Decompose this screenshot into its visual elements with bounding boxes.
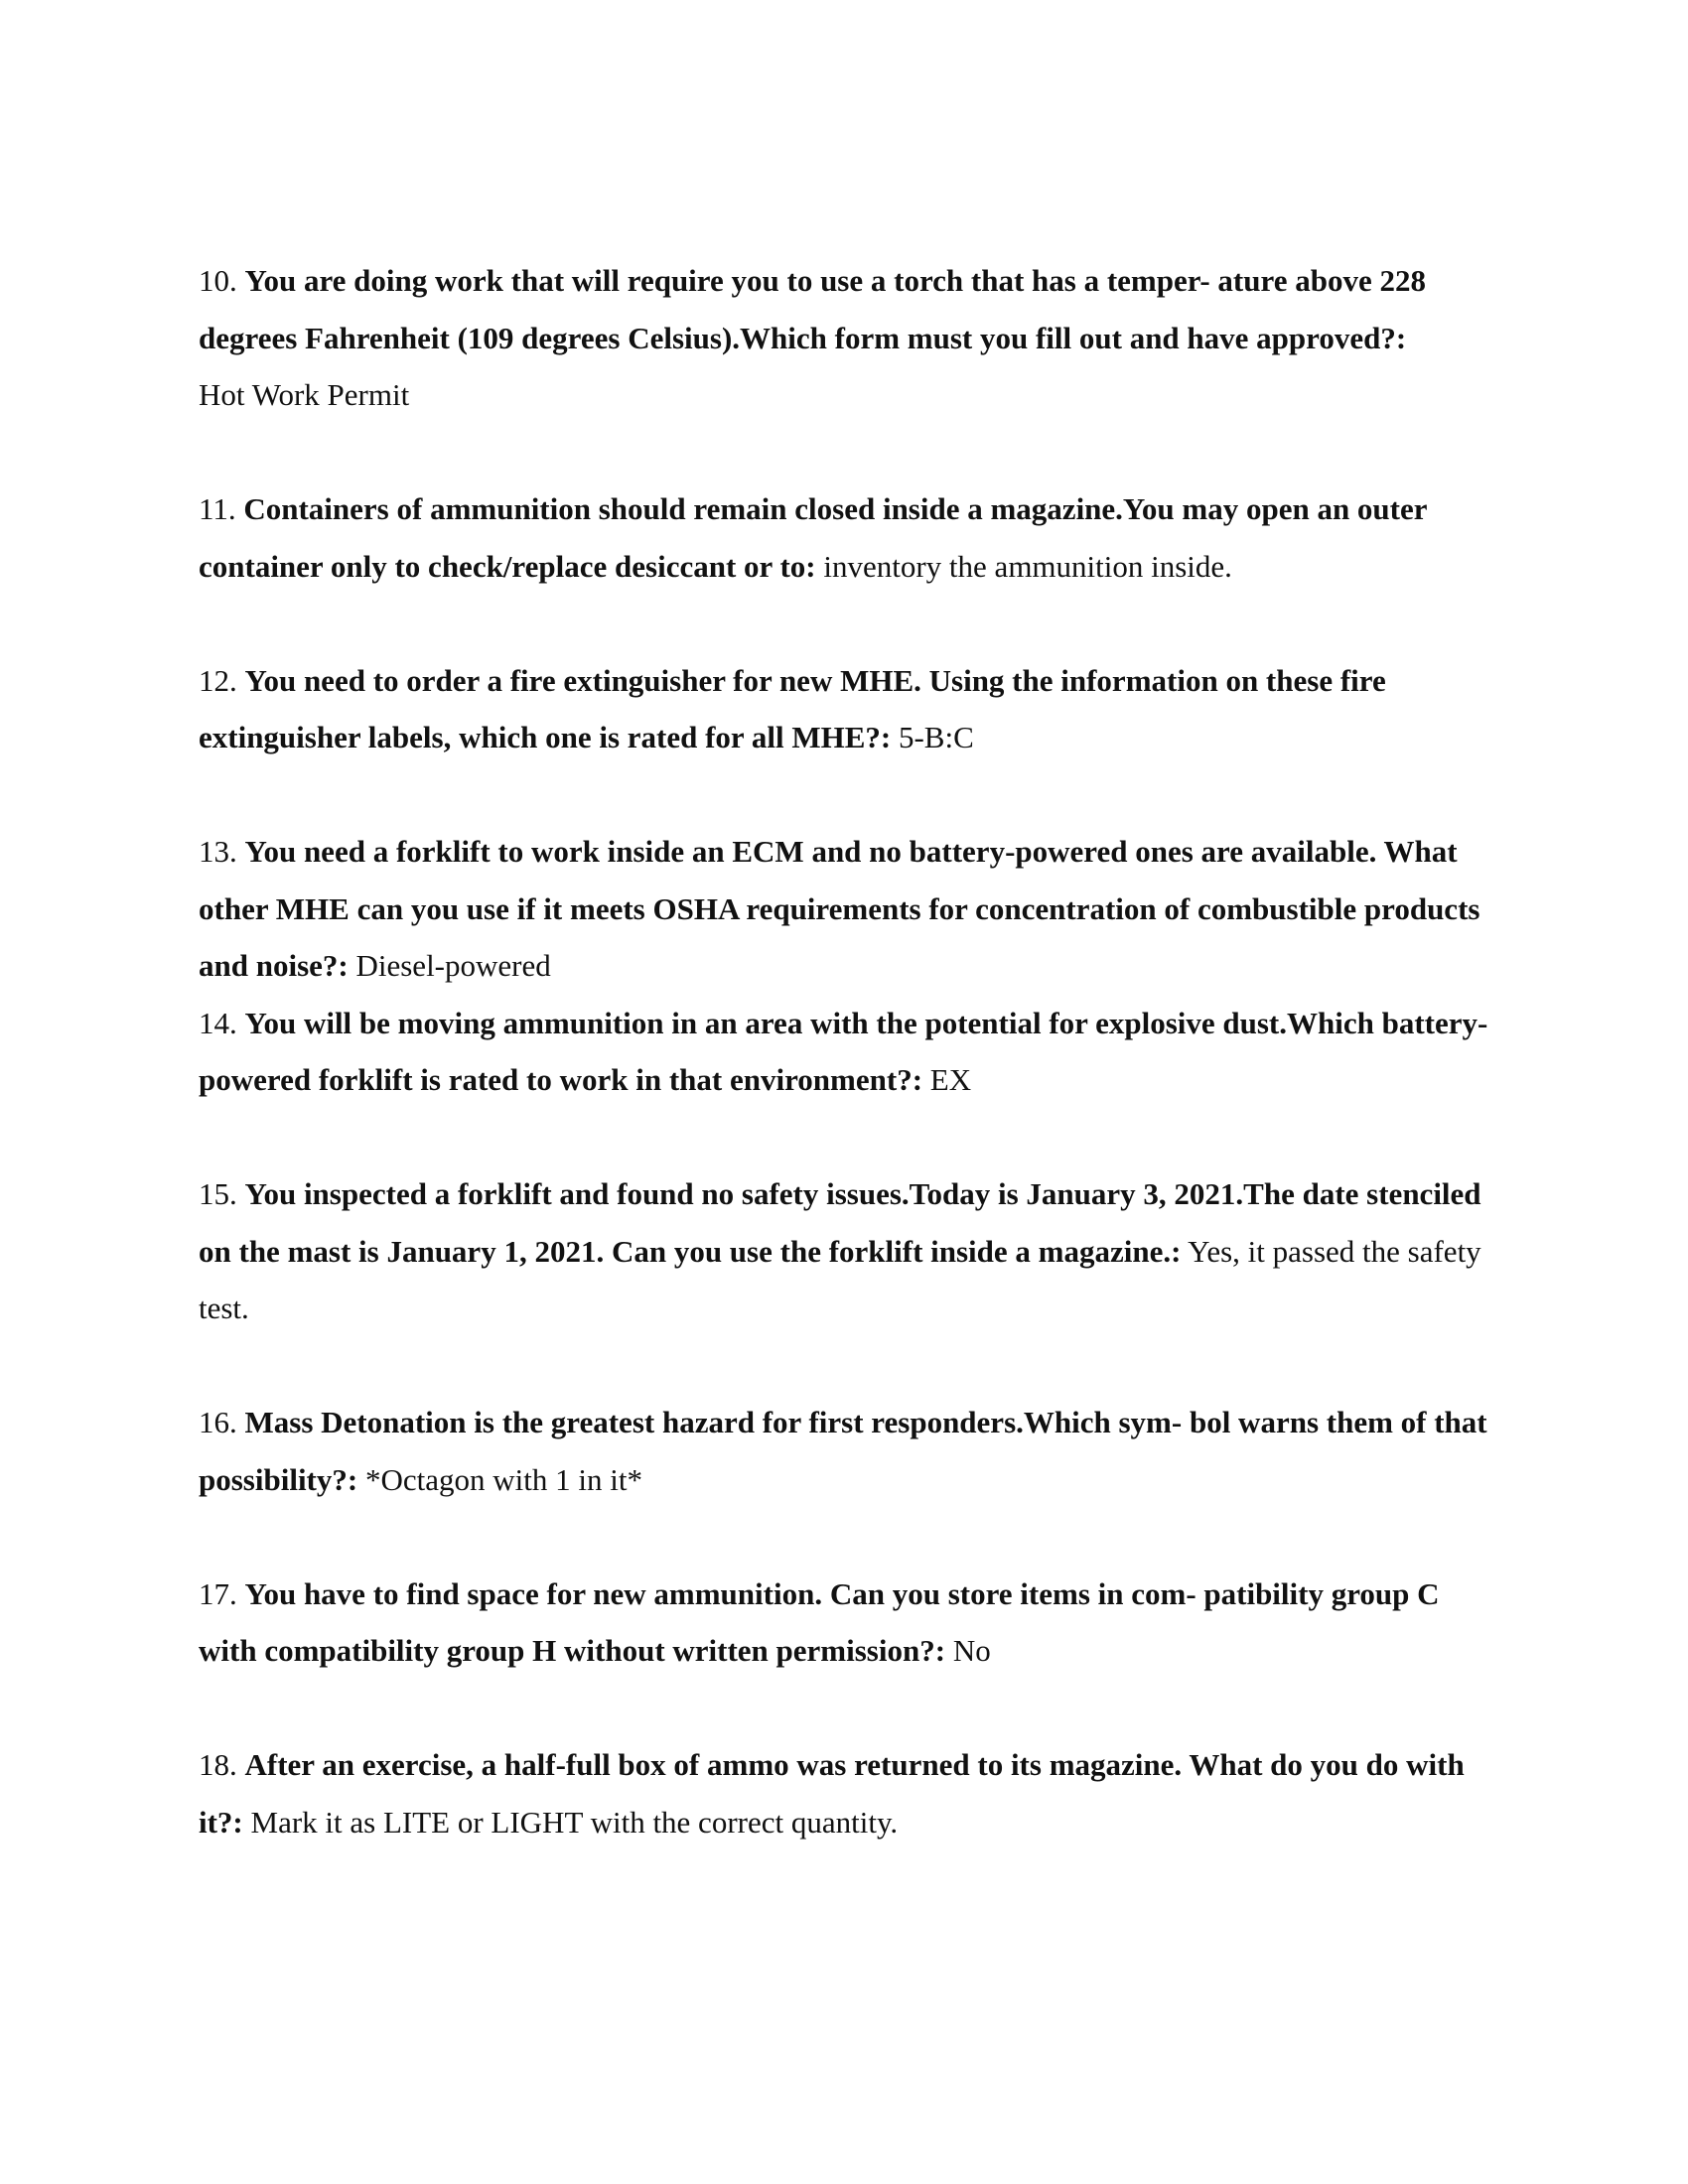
question-item-14 (199, 995, 1489, 1109)
question-item-11 (199, 480, 1489, 595)
question-number: 16. (199, 1405, 237, 1439)
question-item-16 (199, 1394, 1489, 1508)
question-item-10 (199, 252, 1489, 424)
question-item-13 (199, 823, 1489, 995)
answer-text: Hot Work Permit (199, 377, 410, 412)
answer-text: inventory the ammunition inside. (823, 548, 1232, 584)
question-text: Containers of ammunition should remain closed inside a magazine.You may open an outer container only to check/replace desiccant or to: (199, 491, 1427, 584)
document-page (199, 252, 1489, 1850)
question-item-17 (199, 1566, 1489, 1680)
question-number: 11. (199, 491, 236, 526)
question-number: 13. (199, 834, 237, 869)
answer-text: EX (929, 1062, 972, 1097)
answer-text: 5-B:C (898, 720, 974, 754)
question-text: You need a forklift to work inside an ECM and no battery-powered ones are available. What other MHE can you use if it meets OSHA requirements for concentration of combustible products and noise?: (199, 834, 1480, 983)
answer-text: Mark it as LITE or LIGHT with the correct quantity. (250, 1804, 899, 1840)
question-number: 12. (199, 662, 237, 698)
answer-text: *Octagon with 1 in it* (364, 1461, 642, 1497)
question-number: 10. (199, 263, 237, 298)
question-item-12 (199, 652, 1489, 766)
question-text: Mass Detonation is the greatest hazard for first responders.Which sym- bol warns them of that possibility?: (199, 1405, 1487, 1497)
question-text: After an exercise, a half-full box of ammo was returned to its magazine. What do you do with it?: (199, 1747, 1465, 1840)
question-text: You are doing work that will require you to use a torch that has a temper- ature above 228 degrees Fahrenheit (109 degrees Celsius).Which form must you fill out and have approved?: (199, 263, 1426, 355)
question-item-15 (199, 1165, 1489, 1337)
question-number: 15. (199, 1176, 237, 1211)
question-text: You need to order a fire extinguisher for new MHE. Using the information on these fire extinguisher labels, which one is rated for all MHE?: (199, 662, 1386, 754)
question-number: 14. (199, 1005, 237, 1040)
answer-text: Diesel-powered (355, 948, 551, 983)
answer-text: Yes, it passed the safety test. (199, 1233, 1481, 1325)
question-number: 17. (199, 1575, 237, 1611)
question-text: You will be moving ammunition in an area with the potential for explosive dust.Which battery-powered forklift is rated to work in that environment?: (199, 1005, 1488, 1097)
question-text: You inspected a forklift and found no safety issues.Today is January 3, 2021.The date stenciled on the mast is January 1, 2021. Can you use the forklift inside a magazine.: (199, 1176, 1481, 1269)
answer-text: No (952, 1633, 991, 1668)
question-item-18 (199, 1736, 1489, 1850)
question-number: 18. (199, 1747, 237, 1782)
question-text: You have to find space for new ammunition. Can you store items in com- patibility group C with compatibility group H without written permission?: (199, 1575, 1440, 1668)
